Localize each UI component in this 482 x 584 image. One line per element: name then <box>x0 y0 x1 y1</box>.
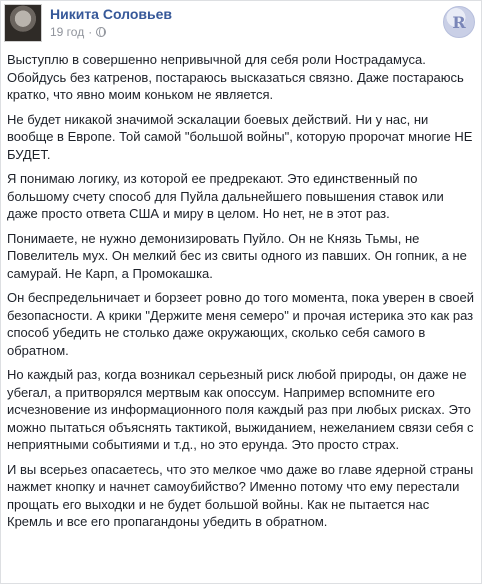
post-paragraph: Но каждый раз, когда возникал серьезный риск любой природы, он даже не убегал, а притворялся мертвым как опоссум. Например вспомните его исчезновение из информационного поля каждый раз при любых рисках. Это можно пытаться объяснять тактикой, выжиданием, нежеланием связи себя с неприятными событиями и т.д., но это ерунда. Это просто страх. <box>7 367 474 452</box>
r-badge-icon: R <box>443 6 475 38</box>
post-paragraph: Я понимаю логику, из которой ее предрекают. Это единственный по большому счету способ для Пуйла дальнейшего повышения ставок или даже просто ответа США и миру в целом. Но нет, не в этот раз. <box>7 171 444 221</box>
author-avatar[interactable] <box>4 4 42 42</box>
post-paragraph: И вы всерьез опасаетесь, что это мелкое чмо даже во главе ядерной страны нажмет кнопку и начнет самоубийство? Именно потому что ему перестали прощать его выходки и не будет большой войны. Как не пытается нас Кремль и все его пропагандоны убедить в обратном. <box>7 461 474 529</box>
post-body <box>7 51 477 538</box>
post-meta <box>50 25 106 39</box>
post-timestamp[interactable]: 19 год <box>50 25 85 39</box>
post-paragraph: Он беспредельничает и борзеет ровно до того момента, пока уверен в своей безопасности. А крики "Держите меня семеро" и прочая истерика это как раз способ убедить не столько даже окружающих, сколько себя самого в обратном. <box>7 290 474 358</box>
post-paragraph: Выступлю в совершенно непривычной для себя роли Нострадамуса. Обойдусь без катренов, постараюсь высказаться связно. Даже постараюсь кратко, что явно моим коньком не является. <box>7 52 464 102</box>
globe-icon <box>96 27 106 37</box>
author-name[interactable]: Никита Соловьев <box>50 6 173 22</box>
meta-separator: · <box>88 25 93 39</box>
post-header <box>1 1 481 47</box>
post-paragraph: Понимаете, не нужно демонизировать Пуйло. Он не Князь Тьмы, не Повелитель мух. Он мелкий бес из свиты одного из павших. Он гопник, а не самурай. Не Карп, а Промокашка. <box>7 230 467 281</box>
post-paragraph: Не будет никакой значимой эскалации боевых действий. Ни у нас, ни вообще в Европе. Той самой "большой войны", которую пророчат многие НЕ БУДЕТ. <box>7 111 473 162</box>
